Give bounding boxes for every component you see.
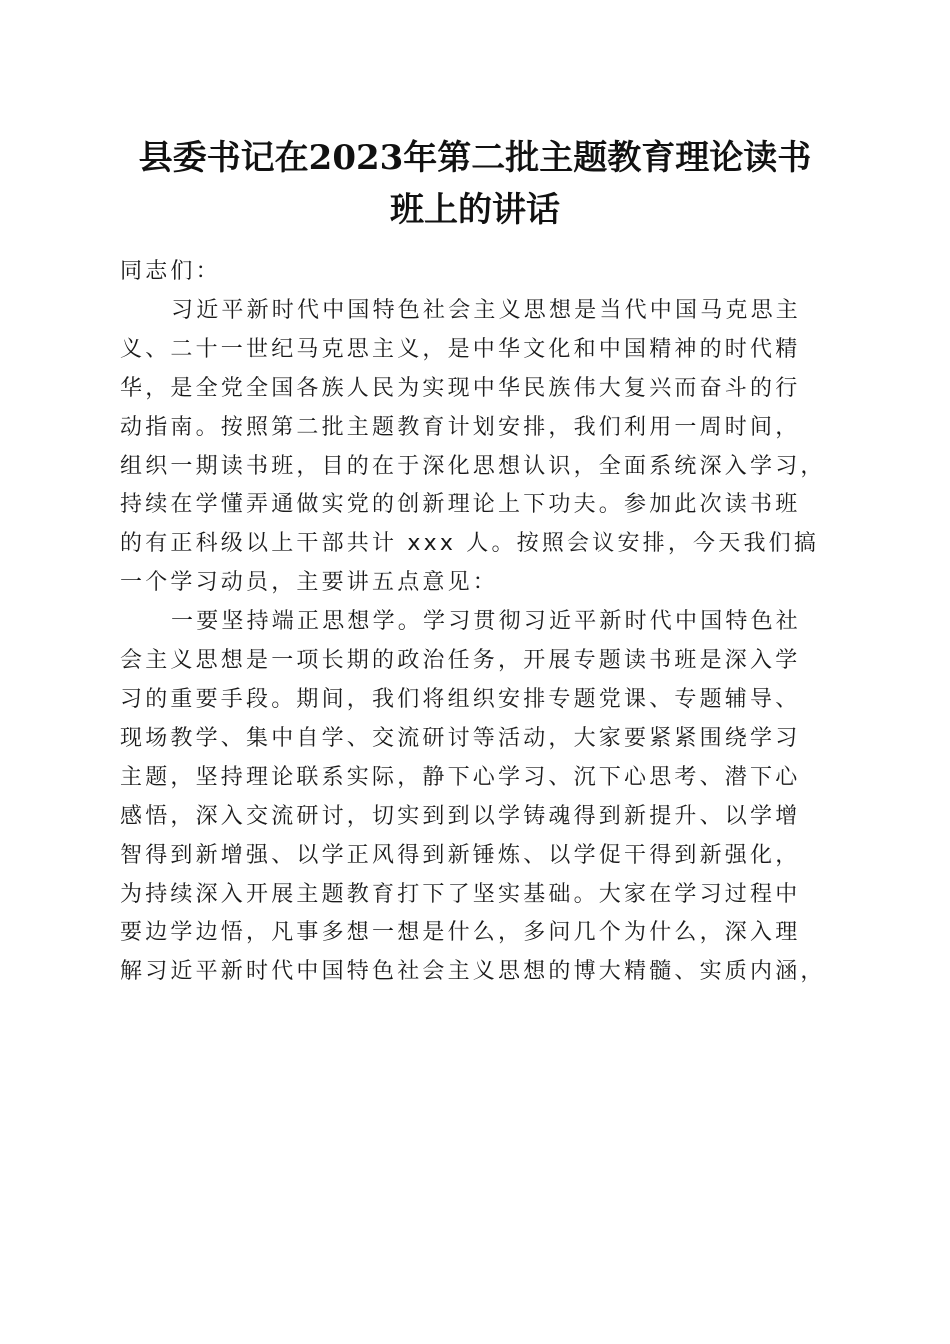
paragraph-line: 的有正科级以上干部共计 xxx 人。按照会议安排，今天我们搞	[120, 531, 820, 557]
paragraph-line: 持续在学懂弄通做实党的创新理论上下功夫。参加此次读书班	[120, 492, 801, 518]
paragraph-line: 要边学边悟，凡事多想一想是什么，多问几个为什么，深入理	[120, 920, 801, 946]
paragraph-line: 会主义思想是一项长期的政治任务，开展专题读书班是深入学	[120, 648, 801, 674]
paragraph-line: 现场教学、集中自学、交流研讨等活动，大家要紧紧围绕学习	[120, 725, 801, 751]
paragraph-line: 主题，坚持理论联系实际，静下心学习、沉下心思考、潜下心	[120, 764, 801, 790]
paragraph-line: 智得到新增强、以学正风得到新锤炼、以学促干得到新强化，	[120, 842, 801, 868]
paragraph-line: 组织一期读书班，目的在于深化思想认识，全面系统深入学习，	[120, 453, 826, 479]
title-line-1: 县委书记在2023年第二批主题教育理论读书	[138, 138, 812, 178]
title-line-2: 班上的讲话	[390, 190, 560, 230]
document-body	[120, 253, 830, 992]
paragraph-line: 习的重要手段。期间，我们将组织安排专题党课、专题辅导、	[120, 686, 801, 712]
paragraph-line: 感悟，深入交流研讨，切实到到以学铸魂得到新提升、以学增	[120, 803, 801, 829]
paragraph-line: 一个学习动员，主要讲五点意见：	[120, 570, 499, 596]
document-title	[110, 136, 840, 232]
paragraph-line: 为持续深入开展主题教育打下了坚实基础。大家在学习过程中	[120, 881, 801, 907]
paragraph-line: 解习近平新时代中国特色社会主义思想的博大精髓、实质内涵，	[120, 959, 826, 985]
paragraph-line: 义、二十一世纪马克思主义，是中华文化和中国精神的时代精	[120, 336, 801, 362]
paragraph-line: 习近平新时代中国特色社会主义思想是当代中国马克思主	[171, 297, 802, 323]
salutation: 同志们：	[120, 259, 221, 284]
paragraph-line: 动指南。按照第二批主题教育计划安排，我们利用一周时间，	[120, 414, 801, 440]
paragraph-1	[120, 292, 830, 603]
paragraph-line: 华，是全党全国各族人民为实现中华民族伟大复兴而奋斗的行	[120, 375, 801, 401]
paragraph-2	[120, 603, 830, 992]
paragraph-line: 一要坚持端正思想学。学习贯彻习近平新时代中国特色社	[171, 609, 802, 635]
